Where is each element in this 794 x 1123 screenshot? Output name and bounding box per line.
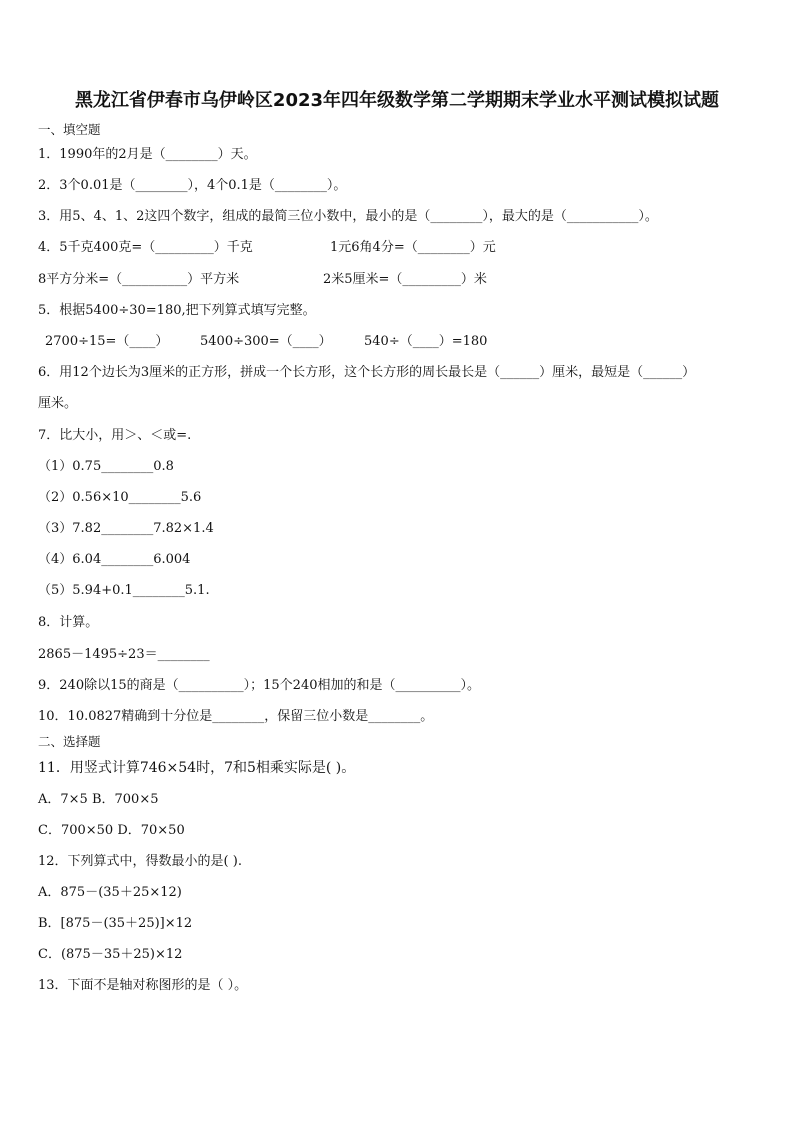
question-7-item: （4）6.04________6.004	[38, 552, 191, 567]
question-5: 5．根据5400÷30=180,把下列算式填写完整。	[38, 303, 316, 318]
question-7-item: （5）5.94+0.1________5.1.	[38, 583, 210, 598]
question-4-part-d: 2米5厘米=（_________）米	[323, 272, 487, 287]
question-8-expression: 2865－1495÷23＝________	[38, 647, 210, 662]
question-7-item: （3）7.82________7.82×1.4	[38, 521, 214, 536]
question-12-option: A．875－(35＋25×12)	[38, 885, 182, 900]
question-6-line-1: 6．用12个边长为3厘米的正方形，拼成一个长方形，这个长方形的周长最长是（______）厘米，最短是（______）	[38, 365, 696, 380]
question-12-option: B．[875－(35＋25)]×12	[38, 916, 193, 931]
question-4-part-c: 8平方分米=（__________）平方米	[38, 272, 240, 287]
question-2: 2．3个0.01是（________），4个0.1是（________）。	[38, 178, 347, 193]
question-1: 1．1990年的2月是（________）天。	[38, 147, 257, 162]
question-6-line-2: 厘米。	[38, 396, 78, 411]
question-3: 3．用5、4、1、2这四个数字，组成的最简三位小数中，最小的是（________），最大的是（___________）。	[38, 209, 658, 224]
question-12: 12．下列算式中，得数最小的是( ).	[38, 854, 242, 869]
question-4-part-a: 4．5千克400克=（_________）千克	[38, 240, 253, 255]
question-7-item: （2）0.56×10________5.6	[38, 490, 202, 505]
question-10: 10．10.0827精确到十分位是________，保留三位小数是________。	[38, 709, 434, 724]
section-fill-heading: 一、填空题	[38, 122, 101, 137]
question-8: 8．计算。	[38, 615, 99, 630]
question-5-part-b: 5400÷300=（____）	[200, 334, 332, 349]
question-5-part-c: 540÷（____）=180	[364, 334, 488, 349]
question-5-part-a: 2700÷15=（____）	[45, 334, 169, 349]
question-13: 13．下面不是轴对称图形的是（ ）。	[38, 978, 248, 993]
question-11-options-cd: C．700×50 D．70×50	[38, 823, 185, 838]
question-7-item: （1）0.75________0.8	[38, 459, 174, 474]
question-7: 7．比大小，用＞、＜或=.	[38, 428, 192, 443]
question-12-option: C．(875－35＋25)×12	[38, 947, 183, 962]
question-4-part-b: 1元6角4分=（________）元	[330, 240, 496, 255]
page-title: 黑龙江省伊春市乌伊岭区2023年四年级数学第二学期期末学业水平测试模拟试题	[74, 90, 720, 111]
question-11-options-ab: A．7×5 B．700×5	[38, 792, 159, 807]
section-choice-heading: 二、选择题	[38, 734, 101, 749]
question-9: 9．240除以15的商是（__________）；15个240相加的和是（__________）。	[38, 678, 480, 693]
question-11: 11．用竖式计算746×54时，7和5相乘实际是( )。	[38, 760, 356, 776]
